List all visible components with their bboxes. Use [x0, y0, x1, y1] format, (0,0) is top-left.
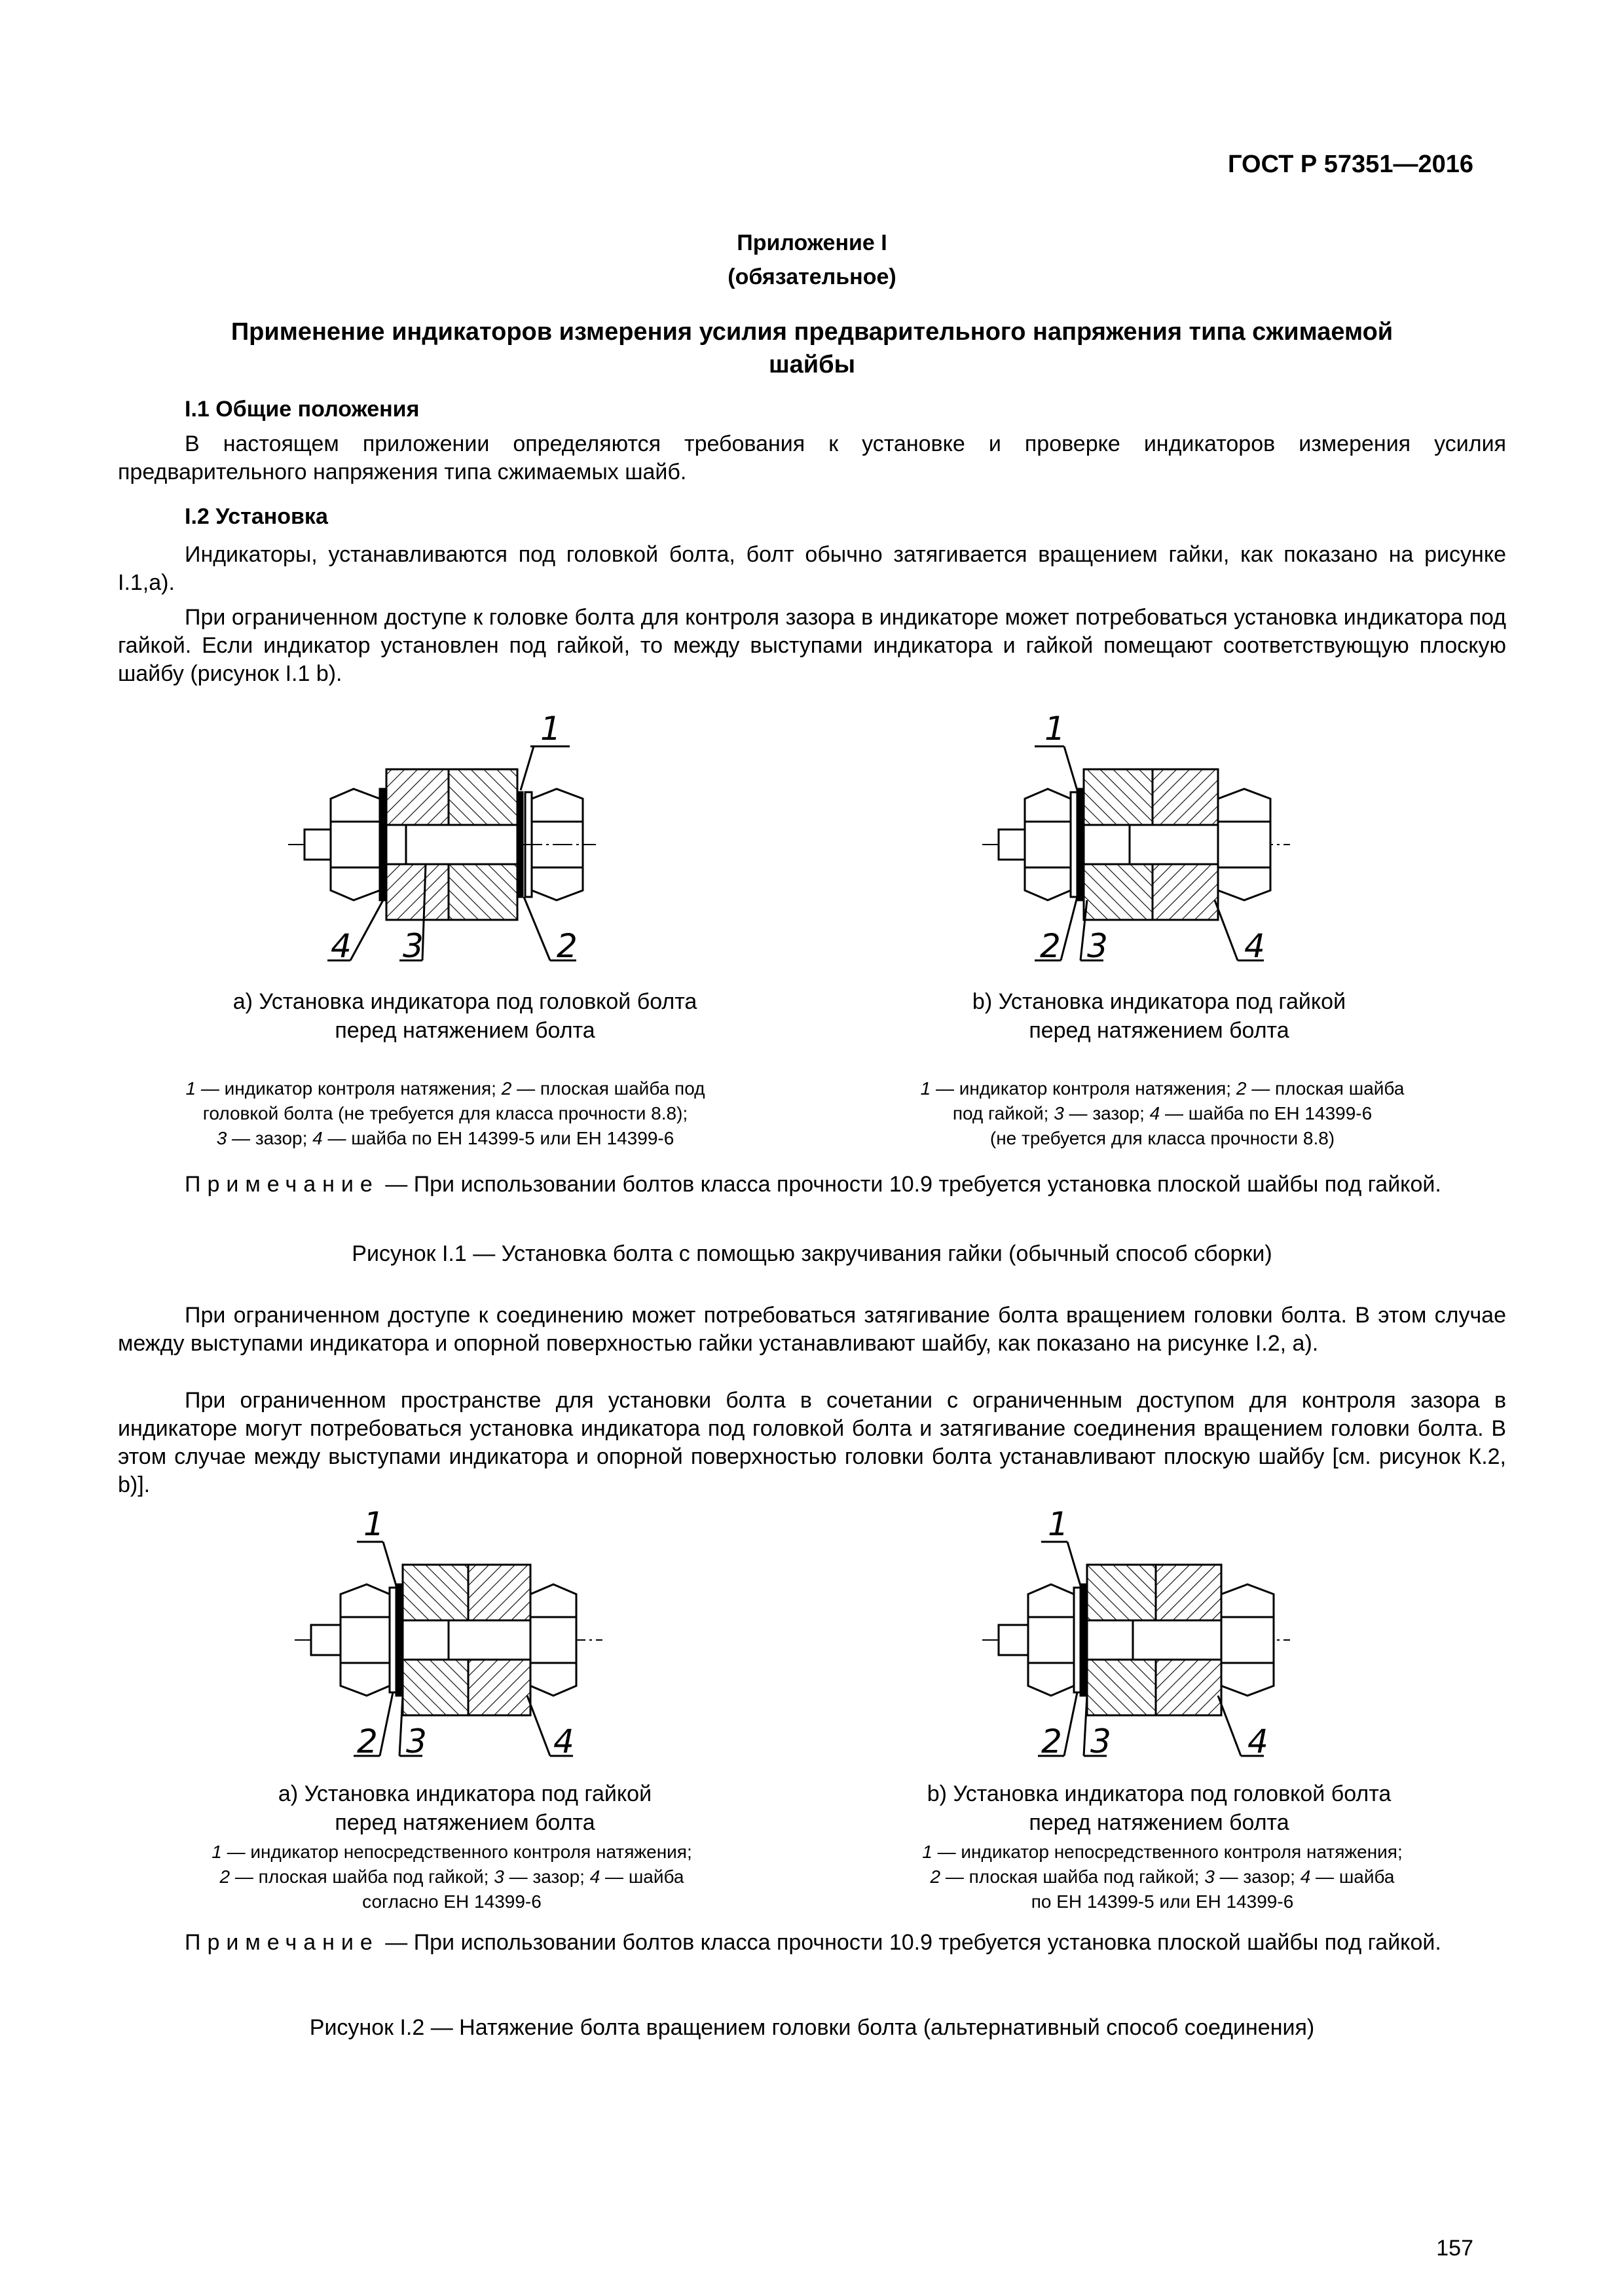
note-label: Примечание: [185, 1172, 379, 1197]
plate-bottom-1: [1084, 864, 1153, 920]
bolt-thread-end: [304, 829, 331, 860]
figure-1-note: [118, 1171, 1506, 1199]
paragraph: [118, 1387, 1506, 1499]
figure-1b-legend: 1 — индикатор контроля натяжения; 2 — плоская шайба под гайкой; 3 — зазор; 4 — шайба по ЕН 14399-6 (не требуется для класса прочности 8.8): [920, 1078, 1405, 1148]
plate-top-1: [403, 1565, 468, 1620]
plate-bottom-1: [1087, 1660, 1156, 1715]
leader-3: [1084, 1696, 1087, 1756]
caption-line: b) Установка индикатора под гайкой: [972, 989, 1346, 1014]
plate-top-1: [386, 769, 449, 825]
bolt-thread-end: [311, 1625, 341, 1655]
plate-bottom-1: [386, 864, 449, 920]
plate-top-2: [468, 1565, 530, 1620]
paragraph: [118, 541, 1506, 597]
bolt-shank: [1087, 1620, 1221, 1660]
leader-1: [521, 746, 534, 790]
appendix-title-line-2: шайбы: [768, 351, 856, 378]
paragraph-text: При ограниченном пространстве для установки болта в сочетании с ограниченным доступом для контроля зазора в индикаторе могут потребоваться установка индикатора под головкой болта и затягивание соединения вращением головки болта. В этом случае между выступами индикатора и опорной поверхностью головки болта устанавливают плоскую шайбу [см. рисунок К.2, b)].: [118, 1388, 1506, 1497]
figure-1b-drawing: [982, 710, 1297, 982]
leader-2: [1061, 897, 1077, 960]
note-text: — При использовании болтов класса прочности 10.9 требуется установка плоской шайбы под гайкой.: [378, 1172, 1441, 1197]
leader-4: [1215, 900, 1238, 960]
appendix-title-line-1: Применение индикаторов измерения усилия предварительного напряжения типа сжимаемой: [231, 318, 1393, 346]
label-1: 1: [363, 1505, 384, 1543]
leader-1: [1064, 746, 1077, 790]
paragraph: [118, 604, 1506, 688]
paragraph-text: При ограниченном доступе к головке болта для контроля зазора в индикаторе может потребоваться установка индикатора под гайкой. Если индикатор установлен под гайкой, то между выступами индикатора и гайкой помещают соответствующую плоскую шайбу (рисунок I.1 b).: [118, 605, 1506, 686]
plate-top-2: [1153, 769, 1218, 825]
paragraph-text: Индикаторы, устанавливаются под головкой болта, болт обычно затягивается вращением гайки, как показано на рисунке I.1,а).: [118, 542, 1506, 595]
appendix-title: [118, 316, 1506, 381]
leader-4: [527, 1696, 550, 1756]
leader-2: [380, 1692, 393, 1756]
section-heading-general: I.1 Общие положения: [185, 397, 420, 422]
note-label: Примечание: [185, 1930, 379, 1955]
label-1: 1: [1044, 710, 1065, 748]
note-text: — При использовании болтов класса прочности 10.9 требуется установка плоской шайбы под гайкой.: [378, 1930, 1441, 1955]
bolt-head: [530, 1584, 576, 1696]
paragraph: [118, 1302, 1506, 1358]
bolt-thread-end: [999, 1625, 1028, 1655]
nut: [1025, 789, 1071, 900]
figure-1a-drawing: [288, 710, 602, 982]
label-2: 2: [557, 927, 578, 965]
label-2: 2: [1041, 1722, 1062, 1760]
bolt-shank: [403, 1620, 530, 1660]
leader-1: [383, 1542, 396, 1586]
leader-1: [1067, 1542, 1080, 1586]
figure-2-caption: Рисунок I.2 — Натяжение болта вращением головки болта (альтернативный способ соединения): [309, 2015, 1315, 2040]
section-heading-installation: I.2 Установка: [185, 504, 328, 529]
label-3: 3: [403, 927, 424, 965]
caption-line: а) Установка индикатора под головкой болта: [232, 989, 697, 1014]
caption-line: перед натяжением болта: [335, 1810, 595, 1835]
leader-2: [524, 897, 550, 960]
caption-line: перед натяжением болта: [335, 1018, 595, 1043]
plate-bottom-2: [468, 1660, 530, 1715]
plate-bottom-2: [1153, 864, 1218, 920]
plate-top-2: [1156, 1565, 1221, 1620]
washer: [517, 792, 523, 897]
plate-bottom-2: [1156, 1660, 1221, 1715]
paragraph-text: В настоящем приложении определяются требования к установке и проверке индикаторов измерения усилия предварительного напряжения типа сжимаемых шайб.: [118, 431, 1506, 484]
figure-2b-drawing: [982, 1505, 1297, 1777]
appendix-status: (обязательное): [728, 264, 896, 289]
figure-2a-drawing: [295, 1505, 609, 1777]
label-4: 4: [553, 1722, 574, 1760]
figure-2b-legend: 1 — индикатор непосредственного контроля натяжения; 2 — плоская шайба под гайкой; 3 — зазор; 4 — шайба по ЕН 14399-5 или ЕН 14399-6: [922, 1842, 1403, 1912]
appendix-label: Приложение I: [737, 230, 887, 255]
figure-2a-caption: [118, 1779, 812, 1837]
caption-line: b) Установка индикатора под головкой болта: [927, 1781, 1392, 1806]
bolt-thread-end: [999, 829, 1025, 860]
caption-line: перед натяжением болта: [1029, 1018, 1289, 1043]
label-3: 3: [1087, 927, 1108, 965]
plate-bottom-2: [449, 864, 517, 920]
label-2: 2: [357, 1722, 378, 1760]
bolt-head: [1218, 789, 1270, 900]
standard-number: ГОСТ Р 57351—2016: [1228, 151, 1473, 178]
leader-4: [1218, 1696, 1241, 1756]
figure-2a-legend: 1 — индикатор непосредственного контроля натяжения; 2 — плоская шайба под гайкой; 3 — зазор; 4 — шайба согласно ЕН 14399-6: [212, 1842, 692, 1912]
label-1: 1: [1048, 1505, 1069, 1543]
bolt-assembly: [982, 1542, 1290, 1756]
paragraph: [118, 430, 1506, 486]
label-4: 4: [331, 927, 352, 965]
figure-2b-caption: [812, 1779, 1506, 1837]
figure-1a-legend: 1 — индикатор контроля натяжения; 2 — плоская шайба под головкой болта (не требуется для класса прочности 8.8); 3 — зазор; 4 — шайба по ЕН 14399-5 или ЕН 14399-6: [185, 1078, 705, 1148]
figure-1-caption: Рисунок I.1 — Установка болта с помощью закручивания гайки (обычный способ сборки): [352, 1241, 1272, 1266]
plate-top-1: [1084, 769, 1153, 825]
bolt-head: [331, 789, 380, 900]
leader-3: [399, 1696, 403, 1756]
plate-top-2: [449, 769, 517, 825]
page-number: 157: [1436, 2236, 1473, 2261]
bolt-head: [1028, 1584, 1074, 1696]
leader-2: [1064, 1692, 1077, 1756]
label-4: 4: [1247, 1722, 1268, 1760]
label-3: 3: [406, 1722, 427, 1760]
caption-line: а) Установка индикатора под гайкой: [278, 1781, 652, 1806]
plate-bottom-1: [403, 1660, 468, 1715]
paragraph-text: При ограниченном доступе к соединению может потребоваться затягивание болта вращением головки болта. В этом случае между выступами индикатора и опорной поверхностью гайки устанавливают шайбу, как показано на рисунке I.2, а).: [118, 1303, 1506, 1356]
leader-4: [350, 900, 383, 960]
figure-1a-caption: [118, 987, 812, 1045]
nut: [1221, 1584, 1274, 1696]
bolt-shank: [1084, 825, 1218, 864]
nut: [341, 1584, 390, 1696]
caption-line: перед натяжением болта: [1029, 1810, 1289, 1835]
label-1: 1: [540, 710, 561, 748]
label-3: 3: [1090, 1722, 1111, 1760]
figure-2-note: [118, 1929, 1506, 1957]
plate-top-1: [1087, 1565, 1156, 1620]
label-2: 2: [1040, 927, 1061, 965]
label-4: 4: [1244, 927, 1265, 965]
appendix-heading: [118, 226, 1506, 294]
figure-1b-caption: [812, 987, 1506, 1045]
